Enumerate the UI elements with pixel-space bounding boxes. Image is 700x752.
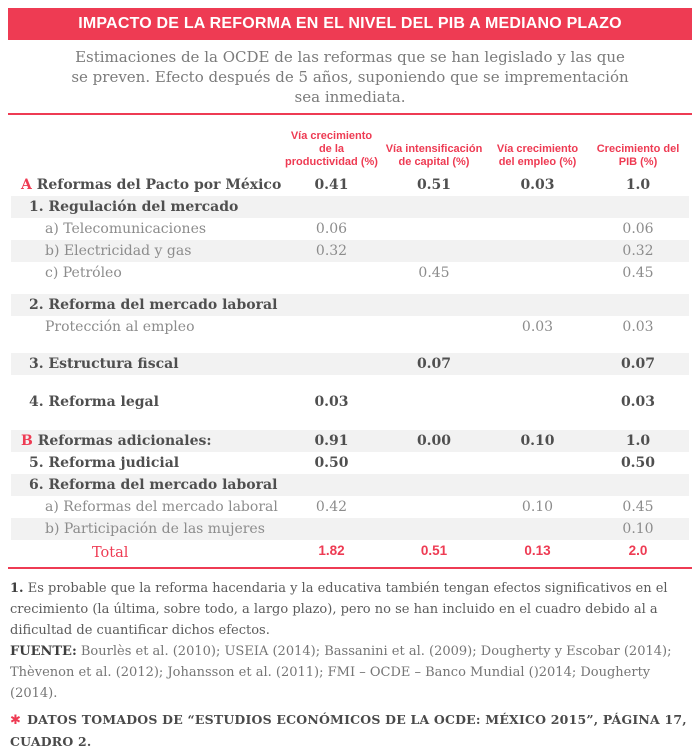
table-row — [11, 452, 689, 474]
row-label: b) Participación de las mujeres — [11, 518, 283, 540]
value-cell: 0.07 — [587, 353, 689, 375]
value-cell — [488, 218, 587, 240]
row-label — [11, 174, 283, 196]
table-row — [11, 430, 689, 452]
credit-line — [10, 709, 690, 752]
value-cell: 0.45 — [622, 499, 654, 515]
value-cell: 0.10 — [587, 518, 689, 540]
value-cell: 0.32 — [283, 240, 380, 262]
infographic-card — [0, 8, 700, 752]
value-cell: 0.50 — [620, 455, 656, 471]
value-cell — [380, 496, 488, 518]
row-label: 3. Estructura fiscal — [11, 353, 283, 375]
value-cell: 0.51 — [416, 177, 452, 193]
value-cell — [488, 262, 587, 284]
table-row — [11, 174, 689, 196]
total-value-cell: 2.0 — [587, 540, 689, 566]
row-label: b) Electricidad y gas — [11, 240, 283, 262]
value-cell — [380, 294, 488, 316]
row-label: a) Telecomunicaciones — [45, 221, 207, 237]
row-label: 4. Reforma legal — [29, 394, 159, 410]
value-cell — [587, 196, 689, 218]
reforms-table — [11, 115, 689, 566]
table-row — [11, 496, 689, 518]
value-cell: 0.45 — [418, 265, 450, 281]
subtitle-line: se preven. Efecto después de 5 años, suponiendo que se imprementación — [71, 68, 629, 86]
value-cell: 0.07 — [380, 353, 488, 375]
value-cell: 0.03 — [622, 319, 654, 335]
value-cell — [488, 391, 587, 413]
row-letter: A — [21, 177, 32, 193]
table-row — [11, 218, 689, 240]
page-title: IMPACTO DE LA REFORMA EN EL NIVEL DEL PIB A MEDIANO PLAZO — [78, 15, 622, 32]
table-row — [11, 353, 689, 375]
column-header-employment: Vía crecimiento del empleo (%) — [496, 143, 579, 168]
value-cell: 0.00 — [380, 430, 488, 452]
subtitle-line: sea inmediata. — [294, 88, 406, 106]
row-label — [11, 430, 283, 452]
spacer-row — [11, 284, 689, 294]
value-cell — [283, 474, 380, 496]
table-row — [11, 474, 689, 496]
column-header-capital: Vía intensificación de capital (%) — [385, 143, 483, 168]
value-cell: 1.0 — [625, 177, 651, 193]
column-header-productivity: Vía crecimiento de la productividad (%) — [285, 130, 378, 168]
row-label: 5. Reforma judicial — [29, 455, 180, 471]
footnote-text: Es probable que la reforma hacendaria y la educativa también tengan efectos significativos en el crecimiento (la última, sobre todo, a largo plazo), pero no se han incluido en el cuadro debido al a dificultad de cuantificar dichos efectos. — [10, 580, 668, 638]
value-cell — [283, 316, 380, 338]
value-cell — [283, 353, 380, 375]
value-cell: 0.06 — [622, 221, 654, 237]
row-label: a) Reformas del mercado laboral — [45, 499, 278, 515]
column-header-gdp: Crecimiento del PIB (%) — [596, 143, 680, 168]
row-label: 6. Reforma del mercado laboral — [11, 474, 283, 496]
value-cell: 0.42 — [315, 499, 348, 515]
value-cell — [488, 353, 587, 375]
value-cell — [380, 391, 488, 413]
table-row — [11, 316, 689, 338]
total-label: Total — [11, 540, 283, 566]
value-cell — [587, 294, 689, 316]
value-cell — [380, 218, 488, 240]
value-cell: 0.45 — [622, 265, 654, 281]
value-cell — [380, 316, 488, 338]
subtitle — [0, 47, 700, 107]
value-cell — [283, 518, 380, 540]
table-row — [11, 294, 689, 316]
table-row — [11, 262, 689, 284]
total-row — [11, 540, 689, 566]
footnote-paragraph — [10, 578, 690, 641]
credit-text: DATOS TOMADOS DE “ESTUDIOS ECONÓMICOS DE LA OCDE: MÉXICO 2015”, PÁGINA 17, CUADRO 2. — [10, 711, 687, 749]
value-cell: 0.06 — [315, 221, 348, 237]
value-cell — [380, 196, 488, 218]
table-row — [11, 391, 689, 413]
row-label-text: Reformas del Pacto por México — [36, 177, 282, 193]
table-row — [11, 518, 689, 540]
value-cell — [283, 294, 380, 316]
value-cell — [283, 196, 380, 218]
total-value-cell: 1.82 — [283, 540, 380, 566]
value-cell: 0.10 — [521, 499, 554, 515]
value-cell: 0.03 — [314, 394, 349, 410]
value-cell — [488, 518, 587, 540]
value-cell: 0.91 — [283, 430, 380, 452]
value-cell — [488, 196, 587, 218]
subtitle-line: Estimaciones de la OCDE de las reformas que se han legislado y las que — [75, 48, 625, 66]
row-label: 2. Reforma del mercado laboral — [11, 294, 283, 316]
total-value-cell: 0.13 — [488, 540, 587, 566]
value-cell — [283, 262, 380, 284]
value-cell: 0.03 — [620, 394, 656, 410]
value-cell: 0.41 — [314, 177, 349, 193]
total-value-cell: 0.51 — [380, 540, 488, 566]
divider-bottom — [8, 567, 692, 569]
source-label: FUENTE: — [10, 643, 77, 659]
value-cell — [488, 452, 587, 474]
value-cell — [488, 474, 587, 496]
row-label: 1. Regulación del mercado — [11, 196, 283, 218]
value-cell: 0.03 — [520, 177, 555, 193]
value-cell — [380, 518, 488, 540]
column-header-empty — [11, 115, 283, 174]
source-paragraph — [10, 641, 690, 704]
value-cell: 0.32 — [587, 240, 689, 262]
row-label-text: Reformas adicionales: — [37, 433, 212, 449]
value-cell — [587, 474, 689, 496]
value-cell — [380, 452, 488, 474]
asterisk-icon: ✱ — [10, 712, 22, 728]
title-banner — [8, 8, 692, 40]
value-cell — [380, 474, 488, 496]
footnote-section — [10, 578, 690, 752]
value-cell — [488, 240, 587, 262]
source-text: Bourlès et al. (2010); USEIA (2014); Bassanini et al. (2009); Dougherty y Escobar (2014); Thèvenon et al. (2012); Johansson et al. (2011); FMI – OCDE – Banco Mundial ()2014; Dougherty (2014). — [10, 643, 672, 701]
value-cell: 0.50 — [314, 455, 349, 471]
row-label: Protección al empleo — [45, 319, 195, 335]
spacer-row — [11, 375, 689, 391]
value-cell: 0.10 — [488, 430, 587, 452]
row-letter: B — [21, 433, 33, 449]
footnote-number: 1. — [10, 580, 24, 596]
table-header-row — [11, 115, 689, 174]
value-cell: 0.03 — [521, 319, 554, 335]
value-cell: 1.0 — [587, 430, 689, 452]
spacer-row — [11, 338, 689, 353]
row-label: c) Petróleo — [45, 265, 122, 281]
value-cell — [488, 294, 587, 316]
table-row — [11, 196, 689, 218]
table-row — [11, 240, 689, 262]
value-cell — [380, 240, 488, 262]
spacer-row — [11, 413, 689, 430]
